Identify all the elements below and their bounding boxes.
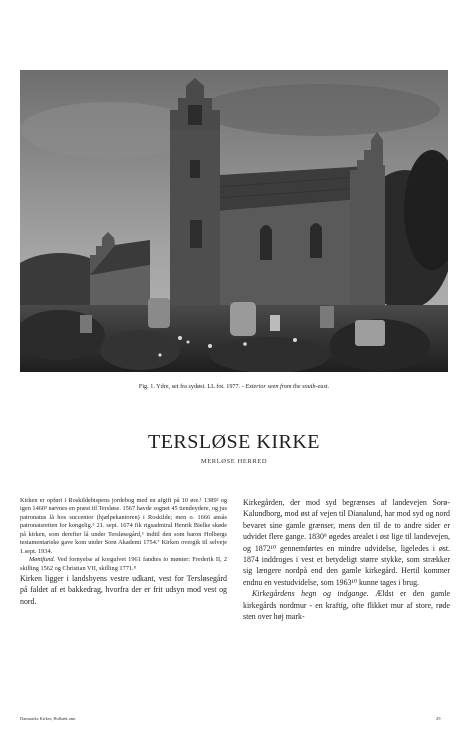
left-column bbox=[20, 497, 227, 607]
coin-find-paragraph bbox=[20, 556, 227, 573]
fence-text: Ældst er den gamle kirkegårds nordmur - en kraftig, ofte flikket mur af store, røde sten over høj mark- bbox=[243, 589, 450, 622]
church-photograph bbox=[20, 70, 448, 372]
churchyard-paragraph: Kirkegården, der mod syd begrænses af landevejen Sorø-Kalundborg, mod øst af vejen til Dianalund, har mod syd og nord bevaret sine gamle grænser, mens den til de to andre sider er udvidet flere gange. 1830⁹ øgedes arealet i øst lige til landevejen, og 1872¹⁰ gennemførtes en mindre udvidelse, ligeledes i øst. 1874 inddroges i vest et betydeligt større stykke, som strækker sig længere nordpå end den gamle kirkegård. Hertil kommer endnu en vestudvidelse, som 1963¹⁰ kunne tages i brug. bbox=[243, 498, 450, 587]
fence-paragraph bbox=[243, 588, 450, 622]
location-paragraph: Kirken ligger i landsbyens vestre udkant, vest for Tersløsegård på faldet af et bakkedrag, hvorfra der er frit udsyn mod vest og nord. bbox=[20, 574, 227, 606]
coin-find-text: Ved fornyelse af korgulvet 1961 fandtes to mønter: Frederik II, 2 skilling 1562 og Christian VII, skilling 1771.⁸ bbox=[20, 556, 227, 572]
church-photo-illustration bbox=[20, 70, 448, 372]
history-paragraph: Kirken er opført i Roskildebispens jordebog med en afgift på 10 øre.¹ 1389² og igen 1460³ nævnes en præst til Tersløse. 1567 havde sognet 45 tiendeydere, og jus patronatus lå hos succentor (hjælpekantoren) i Roskilde; men o. 1666 ansås patronatsretten for kongelig.⁵ 21. sept. 1674 fik rigsadmiral Henrik Bielke skøde på kirken, som derefter lå under Tersløsegård,⁶ indtil den som baron Holbergs testamentariske gave kom under Sorø Akademi 1754.⁷ Kirken overgik til selveje 1.sept. 1934. bbox=[20, 497, 227, 555]
figure-caption bbox=[20, 383, 448, 390]
page-number: 29 bbox=[436, 716, 441, 721]
coin-find-lead: Møntfund. bbox=[29, 556, 56, 564]
fence-lead: Kirkegårdens hegn og indgange. bbox=[252, 589, 369, 599]
caption-danish: Fig. 1. Ydre, set fra sydøst. LL fot. 1977. - bbox=[138, 383, 246, 390]
footer-source: Danmarks Kirker, Holbæk amt bbox=[20, 716, 76, 721]
page-title: TERSLØSE KIRKE bbox=[148, 431, 320, 453]
right-column bbox=[243, 497, 450, 622]
caption-english: Exterior seen from the south-east. bbox=[245, 383, 330, 390]
page-subtitle: MERLØSE HERRED bbox=[200, 458, 268, 465]
